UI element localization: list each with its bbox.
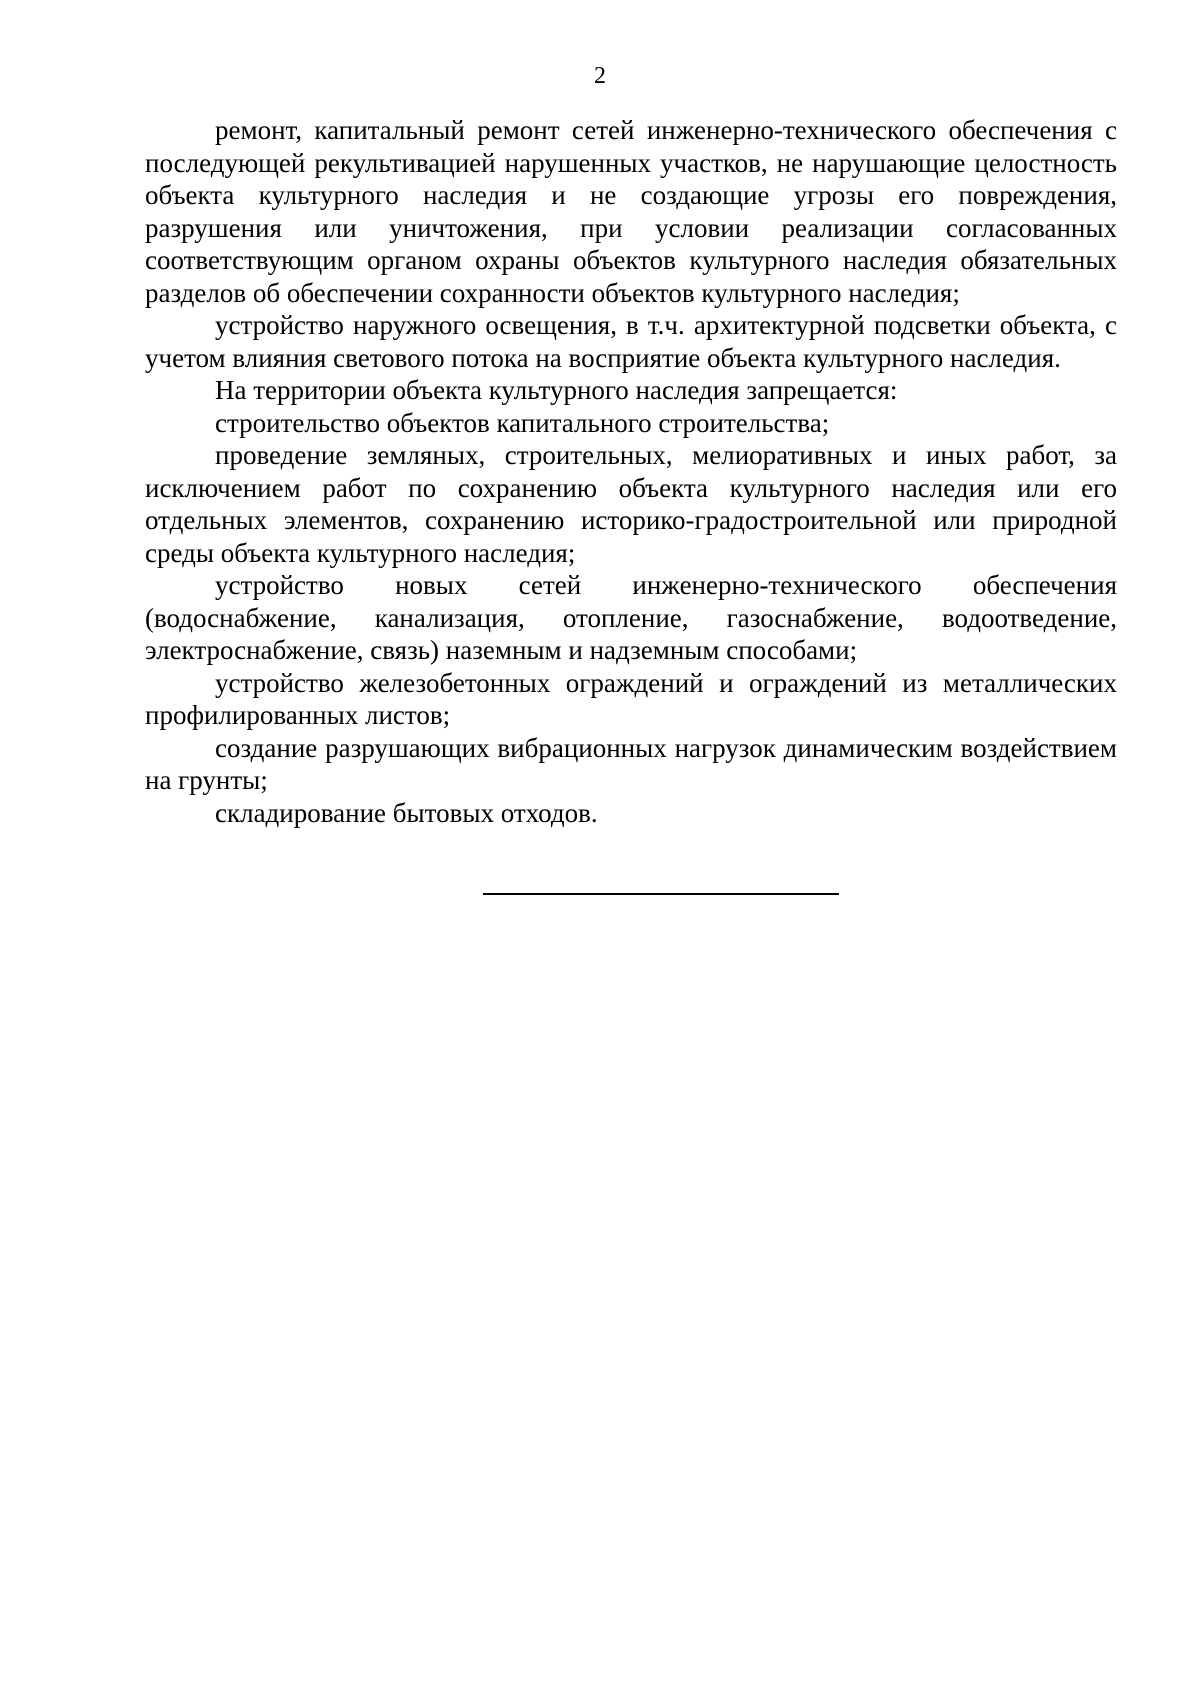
paragraph-new-networks: устройство новых сетей инженерно-технического обеспечения (водоснабжение, канализация, отопление, газоснабжение, водоотведение, электроснабжение, связь) наземным и надземным способами; <box>145 570 1117 665</box>
paragraph-fences: устройство железобетонных ограждений и ограждений из металлических профилированных листов; <box>145 667 1117 730</box>
paragraph-capital-construction: строительство объектов капитального строительства; <box>215 407 830 438</box>
end-separator-line <box>483 893 839 895</box>
document-body <box>145 114 1117 829</box>
paragraph-prohibitions-intro: На территории объекта культурного наследия запрещается: <box>215 375 898 405</box>
paragraph-outdoor-lighting: устройство наружного освещения, в т.ч. архитектурной подсветки объекта, с учетом влияния светового потока на восприятие объекта культурного наследия. <box>145 310 1117 373</box>
page-number: 2 <box>594 63 606 89</box>
paragraph-waste-storage: складирование бытовых отходов. <box>215 797 598 828</box>
paragraph-repair-networks: ремонт, капитальный ремонт сетей инженерно-технического обеспечения с последующей рекультивацией нарушенных участков, не нарушающие целостность объекта культурного наследия и не создающие угрозы его повреждения, разрушения или уничтожения, при условии реализации согласованных соответствующим органом охраны объектов культурного наследия обязательных разделов об обеспечении сохранности объектов культурного наследия; <box>145 115 1117 308</box>
paragraph-vibration-loads: создание разрушающих вибрационных нагрузок динамическим воздействием на грунты; <box>145 732 1117 795</box>
paragraph-earthworks: проведение земляных, строительных, мелиоративных и иных работ, за исключением работ по сохранению объекта культурного наследия или его отдельных элементов, сохранению историко-градостроительной или природной среды объекта культурного наследия; <box>145 440 1117 568</box>
